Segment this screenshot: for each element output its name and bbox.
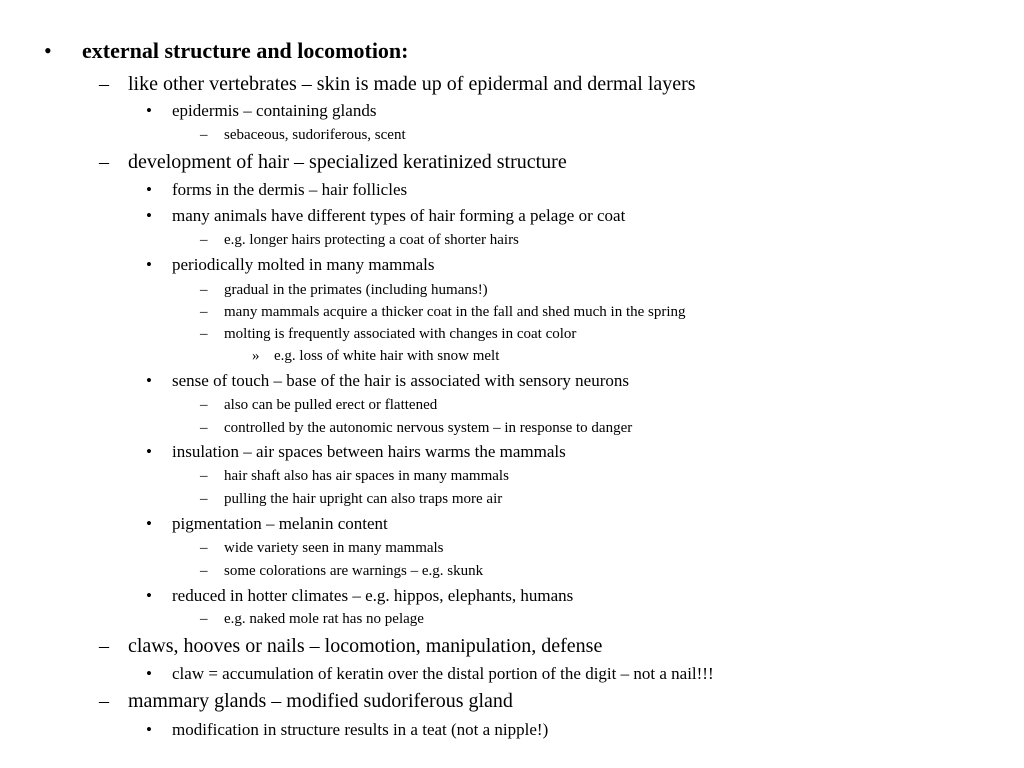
bullet-text: insulation – air spaces between hairs warms the mammals: [172, 442, 566, 461]
bullet-marker: –: [99, 73, 109, 95]
bullet-marker: –: [200, 127, 208, 143]
bullet-marker: –: [200, 304, 208, 320]
bullet-marker: •: [146, 206, 152, 225]
bullet-text: some colorations are warnings – e.g. skunk: [224, 563, 484, 579]
bullet-text: mammary glands – modified sudoriferous gland: [128, 690, 513, 712]
bullet-marker: –: [200, 397, 208, 413]
bullet-marker: •: [146, 101, 152, 120]
bullet-text: pulling the hair upright can also traps more air: [224, 491, 503, 507]
bullet-marker: •: [146, 514, 152, 533]
bullet-text: sense of touch – base of the hair is associated with sensory neurons: [172, 371, 629, 390]
bullet-text: like other vertebrates – skin is made up of epidermal and dermal layers: [128, 73, 696, 95]
bullet-marker: •: [146, 255, 152, 274]
bullet-text: also can be pulled erect or flattened: [224, 397, 438, 413]
bullet-marker: •: [44, 38, 52, 63]
bullet-text: periodically molted in many mammals: [172, 255, 435, 274]
bullet-text: many mammals acquire a thicker coat in the fall and shed much in the spring: [224, 304, 686, 320]
bullet-text: e.g. longer hairs protecting a coat of shorter hairs: [224, 232, 519, 248]
bullet-marker: –: [200, 540, 208, 556]
bullet-text: gradual in the primates (including humans!): [224, 282, 488, 298]
bullet-text: forms in the dermis – hair follicles: [172, 180, 408, 199]
bullet-marker: –: [200, 232, 208, 248]
bullet-marker: –: [200, 468, 208, 484]
bullet-marker: –: [99, 151, 109, 173]
bullet-marker: –: [99, 635, 109, 657]
bullet-text: external structure and locomotion:: [82, 38, 409, 63]
bullet-marker: –: [200, 491, 208, 507]
bullet-marker: »: [252, 348, 260, 364]
bullet-text: controlled by the autonomic nervous system – in response to danger: [224, 420, 633, 436]
bullet-text: pigmentation – melanin content: [172, 514, 388, 533]
bullet-text: many animals have different types of hair forming a pelage or coat: [172, 206, 626, 225]
bullet-marker: •: [146, 664, 152, 683]
bullet-marker: –: [99, 690, 109, 712]
bullet-text: hair shaft also has air spaces in many mammals: [224, 468, 509, 484]
bullet-marker: •: [146, 180, 152, 199]
bullet-text: claws, hooves or nails – locomotion, manipulation, defense: [128, 635, 603, 657]
bullet-marker: –: [200, 420, 208, 436]
bullet-marker: •: [146, 442, 152, 461]
bullet-text: e.g. naked mole rat has no pelage: [224, 611, 424, 627]
bullet-marker: –: [200, 326, 208, 342]
bullet-text: modification in structure results in a teat (not a nipple!): [172, 720, 549, 739]
bullet-marker: –: [200, 611, 208, 627]
bullet-text: claw = accumulation of keratin over the distal portion of the digit – not a nail!!!: [172, 664, 714, 683]
bullet-marker: •: [146, 586, 152, 605]
bullet-marker: •: [146, 371, 152, 390]
bullet-text: wide variety seen in many mammals: [224, 540, 444, 556]
bullet-text: sebaceous, sudoriferous, scent: [224, 127, 406, 143]
bullet-marker: •: [146, 720, 152, 739]
bullet-text: development of hair – specialized keratinized structure: [128, 151, 567, 173]
bullet-text: e.g. loss of white hair with snow melt: [274, 348, 500, 364]
bullet-marker: –: [200, 282, 208, 298]
bullet-text: molting is frequently associated with changes in coat color: [224, 326, 577, 342]
bullet-text: epidermis – containing glands: [172, 101, 377, 120]
bullet-marker: –: [200, 563, 208, 579]
bullet-text: reduced in hotter climates – e.g. hippos, elephants, humans: [172, 586, 574, 605]
